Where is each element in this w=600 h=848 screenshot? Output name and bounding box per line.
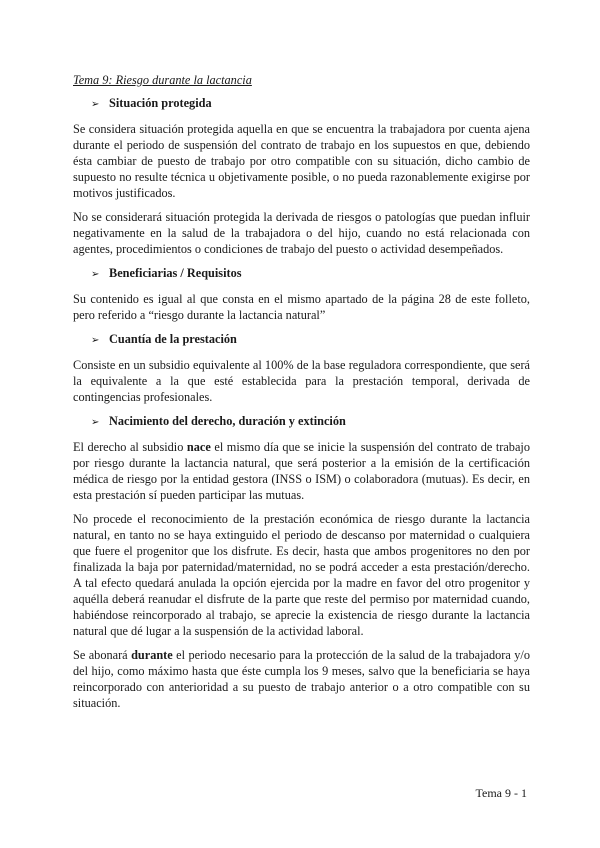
arrow-bullet-icon: ➢ xyxy=(91,335,100,346)
page-title: Tema 9: Riesgo durante la lactancia xyxy=(73,73,252,87)
arrow-bullet-icon: ➢ xyxy=(91,417,100,428)
arrow-bullet-icon: ➢ xyxy=(91,269,100,280)
arrow-bullet-icon: ➢ xyxy=(91,99,100,110)
paragraph: Su contenido es igual al que consta en el mismo apartado de la página 28 de este folleto, pero referido a “riesgo durante la lactancia natural” xyxy=(73,292,530,322)
paragraph: No procede el reconocimiento de la prestación económica de riesgo durante la lactancia natural, en tanto no se haya extinguido el periodo de descanso por maternidad o cualquiera que fuere el progenitor que los disfrute. Es decir, hasta que ambos progenitores no den por finalizada la baja por paternidad/maternidad, no se podrá acceder a esta prestación/derecho. A tal efecto quedará anulada la opción ejercida por la madre en favor del otro progenitor y aquélla deberá reanudar el disfrute de la parte que reste del permiso por maternidad cuando, habiéndose reincorporado al trabajo, se aprecie la existencia de riesgo durante la lactancia natural que dé lugar a la suspensión de la actividad laboral. xyxy=(73,512,530,638)
section-heading-beneficiarias xyxy=(73,265,530,283)
bold-text: durante xyxy=(131,648,173,662)
paragraph xyxy=(73,439,530,503)
heading-text: Nacimiento del derecho, duración y extinción xyxy=(109,414,346,428)
paragraph: No se considerará situación protegida la derivada de riesgos o patologías que puedan influir negativamente en la salud de la trabajadora o del hijo, cuando no está relacionada con agentes, procedimientos o condiciones de trabajo del puesto o actividad desempeñados. xyxy=(73,210,530,256)
page-footer: Tema 9 - 1 xyxy=(475,786,527,800)
paragraph: Consiste en un subsidio equivalente al 100% de la base reguladora correspondiente, que será la equivalente a la que esté establecida para la prestación temporal, derivada de contingencias profesionales. xyxy=(73,358,530,404)
text-run: Se abonará xyxy=(73,648,132,662)
text-run: el mismo día que se inicie la suspensión del contrato de trabajo por riesgo durante la lactancia natural, que será posterior a la emisión de la certificación médica de riesgo por la entidad gestora (INSS o ISM) o colaboradora (mutuas). Es decir, en esta prestación sí pueden participar las mutuas. xyxy=(73,440,530,502)
text-run: El derecho al subsidio xyxy=(73,440,187,454)
heading-text: Cuantía de la prestación xyxy=(109,332,237,346)
section-heading-nacimiento xyxy=(73,413,530,431)
heading-text: Situación protegida xyxy=(109,96,212,110)
paragraph: Se considera situación protegida aquella en que se encuentra la trabajadora por cuenta ajena durante el periodo de suspensión del contrato de trabajo en los supuestos en que, debiendo ésta cambiar de puesto de trabajo por otro compatible con su situación, dicho cambio de supuesto no resulte técnica u objetivamente posible, o no pueda razonablemente exigirse por motivos justificados. xyxy=(73,122,530,200)
bold-text: nace xyxy=(186,440,211,454)
document-page xyxy=(73,72,530,719)
section-heading-cuantia xyxy=(73,331,530,349)
section-heading-situacion xyxy=(73,95,530,113)
paragraph xyxy=(73,647,530,711)
text-run: el periodo necesario para la protección de la salud de la trabajadora y/o del hijo, como máximo hasta que éste cumpla los 9 meses, salvo que la beneficiaria se haya reincorporado con anterioridad a su puesto de trabajo anterior o a otro compatible con su situación. xyxy=(73,648,530,710)
heading-text: Beneficiarias / Requisitos xyxy=(109,266,242,280)
